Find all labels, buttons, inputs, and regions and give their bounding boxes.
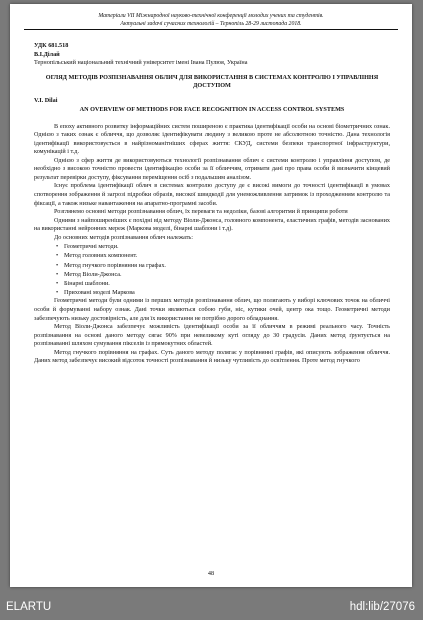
header-line-1: Матеріали VII Міжнародної науково-технічної конференції молодих учених та студентів. <box>98 13 324 19</box>
affiliation: Тернопільський національний технічний університет імені Івана Пулюя, Україна <box>34 59 248 67</box>
conference-header <box>24 12 398 30</box>
paragraph: Метод гнучкого порівняння на графах. Суть даного методу полягає у порівнянні графів, які описують зображення обличчя. Даних метод забезпечує високий відсоток точності розпізнавання й низьку чутливість до освітлення. Проте метод гнучкого <box>34 348 390 365</box>
list-item: • Метод гнучкого порівняння на графах. <box>64 261 390 270</box>
methods-list <box>34 242 390 297</box>
list-item: • Метод Віоли-Джонса. <box>64 270 390 279</box>
paragraph: Метод Віоли-Джонса забезпечує можливість ідентифікації особи за її обличчям в режимі реального часу. Точність розпізнавання на основі даного методу сягає 90% при невеликому куті огляду до 30 градусів. Даних метод ґрунтується на розпізнаванні шляхом сумування пікселів із прямокутних областей. <box>34 323 390 348</box>
viewer-footer <box>0 590 423 620</box>
author-en: V.I. Dilai <box>34 97 58 105</box>
udk-code: УДК 681.518 <box>34 42 69 49</box>
list-item: • Приховані моделі Маркова <box>64 288 390 297</box>
paragraph: Одними з найпоширеніших є похідні від методу Віоли-Джонса, головного компонента, еластичних графів, методів заснованих на використанні нейронних мереж (Маркова моделі, бінарні шаблони і т.д). <box>34 216 390 233</box>
page-number: 48 <box>207 570 215 577</box>
title-ua: ОГЛЯД МЕТОДІВ РОЗПІЗНАВАННЯ ОБЛИЧ ДЛЯ ВИКОРИСТАННЯ В СИСТЕМАХ КОНТРОЛЮ І УПРАВЛІННЯ ДОСТУПОМ <box>45 73 379 90</box>
author-ua: В.І.Ділай <box>34 50 60 58</box>
title-en: AN OVERVIEW OF METHODS FOR FACE RECOGNITION IN ACCESS CONTROL SYSTEMS <box>79 105 345 113</box>
repository-name: ELARTU <box>6 601 52 613</box>
paragraph: В епоху активного розвитку інформаційних систем поширеною є практика ідентифікації особи на основі біометричних ознак. Однією з таких ознак є обличчя, що дозволяє ідентифікувати людину з великою проте не абсолютною точністю. Дана технологія ідентифікації використовується в найрізноманітніших сферах життя: СКУД, системи безпеки транспортної інфраструктури, комунікацій і т.д. <box>34 122 390 156</box>
paragraph: Розглянемо основні методи розпізнавання облич, їх переваги та недоліки, базові алгоритми й принципи роботи <box>54 208 348 216</box>
header-line-2: Актуальні задачі сучасних технологій – Тернопіль 28-29 листопада 2018. <box>120 21 302 27</box>
list-item: • Геометричні методи. <box>64 242 390 251</box>
handle-identifier: hdl:lib/27076 <box>349 601 415 613</box>
document-page <box>10 4 412 587</box>
paragraph: Однією з сфер життя де використовуються технології розпізнавання облич є системи контролю і управління доступом, де необхідно з високою точністю провести ідентифікацію особи за її обличчям, отримати дані про права особи й визначити кінцевий результат перевірки доступу, фіксування переміщення осіб з подальшим аналізом. <box>34 156 390 181</box>
article-body <box>34 42 390 366</box>
paragraph: Існує проблема ідентифікації облич в системах контролю доступу де є високі вимоги до точності ідентифікації в умовах спотворення зображення й загрозі підробки образів, високої швидкодії для унеможливлення затримок із проходженням контролю та фіксації, а також низьке навантаження на апаратно-програмні засоби. <box>34 182 390 207</box>
paragraph: Геометричні методи були одними із перших методів розпізнавання облич, що полягають у виборі ключових точок на обличчі особи й формуванні набору ознак. Дані точки являються собою губи, ніс, кутики очей, центр ока тощо. Геометричні методи забезпечують низьку достовірність, але для їх використання не потрібно дорого обладнання. <box>34 297 390 322</box>
list-item: • Бінарні шаблони. <box>64 279 390 288</box>
paragraph: До основних методів розпізнавання облич належать: <box>54 233 193 241</box>
list-item: • Метод головних компонент. <box>64 251 390 260</box>
